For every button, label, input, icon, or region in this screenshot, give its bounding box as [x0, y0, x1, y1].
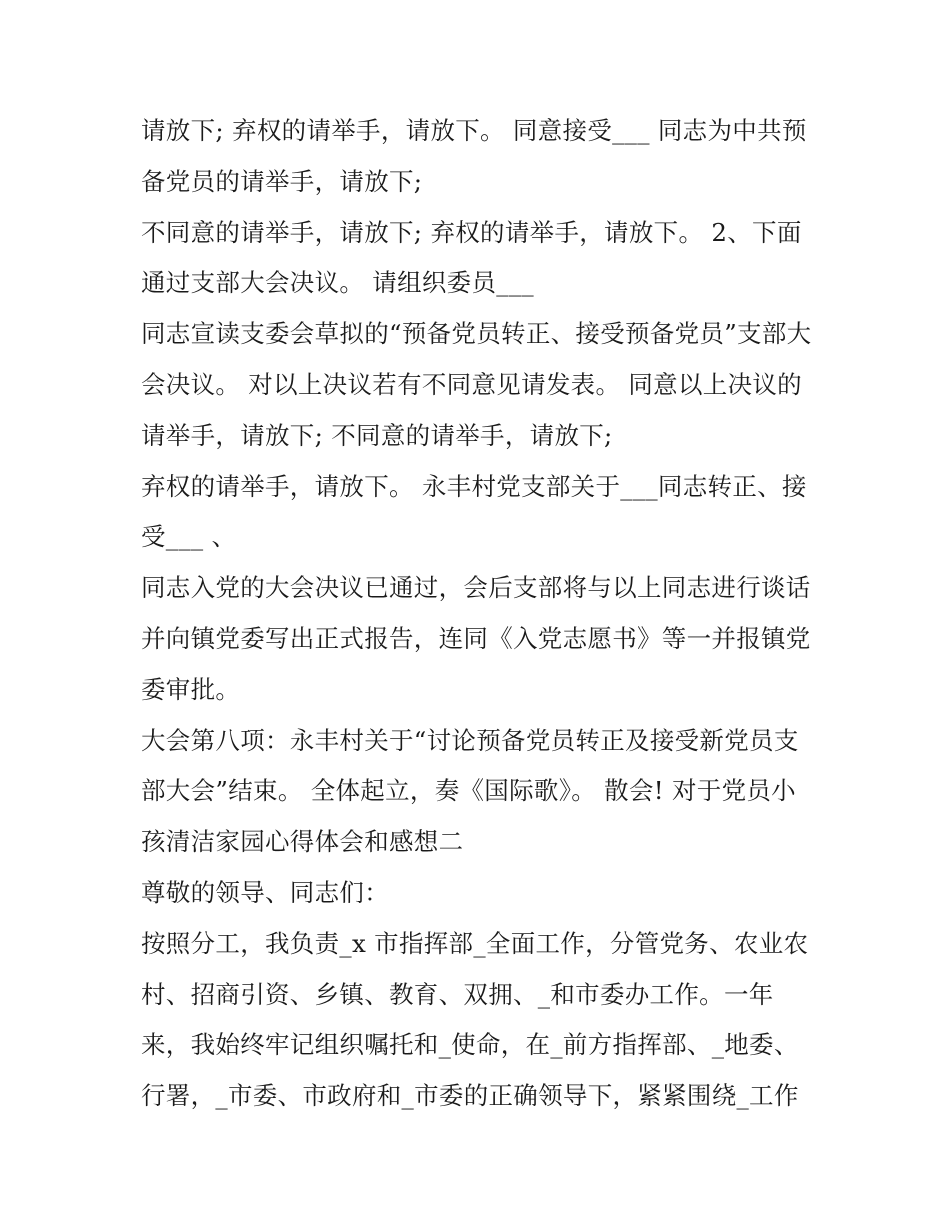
- text-line: 受___ 、: [141, 522, 237, 552]
- text-line: 村、招商引资、乡镇、教育、双拥、_和市委办工作。一年: [141, 979, 774, 1009]
- text-line: 尊敬的领导、同志们：: [141, 877, 389, 907]
- text-line: 委审批。: [141, 674, 241, 704]
- text-line: 请举手，请放下; 不同意的请举手，请放下;: [141, 420, 613, 450]
- text-line: 同志入党的大会决议已通过，会后支部将与以上同志进行谈话: [141, 573, 811, 603]
- text-line: 不同意的请举手，请放下; 弃权的请举手，请放下。 2、下面: [141, 217, 802, 247]
- document-body: [141, 106, 821, 1122]
- text-line: 同志宣读支委会草拟的“预备党员转正、接受预备党员”支部大: [141, 319, 812, 349]
- text-line: 会决议。 对以上决议若有不同意见请发表。 同意以上决议的: [141, 369, 802, 399]
- text-line: 通过支部大会决议。 请组织委员___: [141, 268, 534, 298]
- text-line: 行署，_市委、市政府和_市委的正确领导下，紧紧围绕_工作: [141, 1081, 799, 1111]
- text-line: 部大会”结束。 全体起立，奏《国际歌》。 散会! 对于党员小: [141, 776, 796, 806]
- text-line: 请放下; 弃权的请举手，请放下。 同意接受___ 同志为中共预: [141, 116, 807, 145]
- text-line: 按照分工，我负责_x 市指挥部_全面工作，分管党务、农业农: [141, 928, 809, 958]
- text-line: 弃权的请举手，请放下。 永丰村党支部关于___同志转正、接: [141, 471, 807, 501]
- text-line: 来，我始终牢记组织嘱托和_使命，在_前方指挥部、_地委、: [141, 1030, 799, 1060]
- text-line: 并向镇党委写出正式报告，连同《入党志愿书》等一并报镇党: [141, 623, 811, 653]
- text-line: 孩清洁家园心得体会和感想二: [141, 827, 464, 857]
- text-line: 备党员的请举手，请放下;: [141, 166, 423, 196]
- text-line: 大会第八项：永丰村关于“讨论预备党员转正及接受新党员支: [141, 725, 799, 755]
